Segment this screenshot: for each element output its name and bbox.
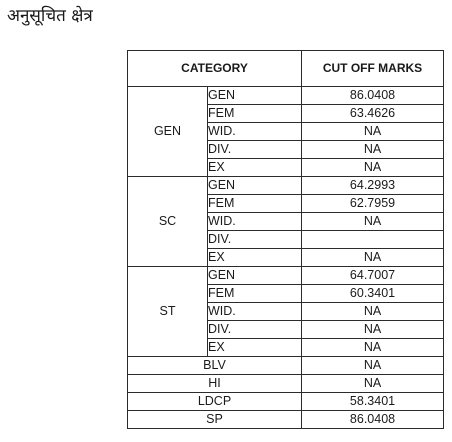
subcategory-cell: DIV. [208,141,302,159]
marks-cell: NA [302,321,444,339]
header-cut-off-marks: CUT OFF MARKS [302,51,444,87]
marks-cell: 58.3401 [302,393,444,411]
marks-cell: NA [302,339,444,357]
subcategory-cell: GEN [208,87,302,105]
subcategory-cell: DIV. [208,231,302,249]
marks-cell: NA [302,303,444,321]
marks-cell: NA [302,213,444,231]
table-row [128,87,444,105]
marks-cell: NA [302,249,444,267]
category-group-cell: ST [128,267,208,357]
marks-cell: 63.4626 [302,105,444,123]
marks-cell: 64.2993 [302,177,444,195]
table-row [128,411,444,429]
subcategory-cell: GEN [208,177,302,195]
marks-cell: NA [302,159,444,177]
header-category: CATEGORY [128,51,302,87]
table-row [128,177,444,195]
marks-cell: 86.0408 [302,87,444,105]
marks-cell [302,231,444,249]
cutoff-table [127,50,444,429]
table-row [128,375,444,393]
subcategory-cell: FEM [208,105,302,123]
category-group-cell: GEN [128,87,208,177]
table-header-row [128,51,444,87]
marks-cell: 64.7007 [302,267,444,285]
subcategory-cell: WID. [208,303,302,321]
subcategory-cell: FEM [208,195,302,213]
subcategory-cell: EX [208,249,302,267]
table-row [128,267,444,285]
subcategory-cell: DIV. [208,321,302,339]
marks-cell: NA [302,375,444,393]
category-cell: LDCP [128,393,302,411]
marks-cell: 86.0408 [302,411,444,429]
subcategory-cell: GEN [208,267,302,285]
subcategory-cell: FEM [208,285,302,303]
category-cell: SP [128,411,302,429]
table-row [128,357,444,375]
subcategory-cell: WID. [208,213,302,231]
table-row [128,393,444,411]
marks-cell: NA [302,123,444,141]
subcategory-cell: WID. [208,123,302,141]
category-group-cell: SC [128,177,208,267]
marks-cell: 62.7959 [302,195,444,213]
category-cell: BLV [128,357,302,375]
table-body [128,87,444,429]
subcategory-cell: EX [208,339,302,357]
marks-cell: NA [302,357,444,375]
marks-cell: 60.3401 [302,285,444,303]
subcategory-cell: EX [208,159,302,177]
category-cell: HI [128,375,302,393]
page-heading: अनुसूचित क्षेत्र [7,6,93,26]
marks-cell: NA [302,141,444,159]
